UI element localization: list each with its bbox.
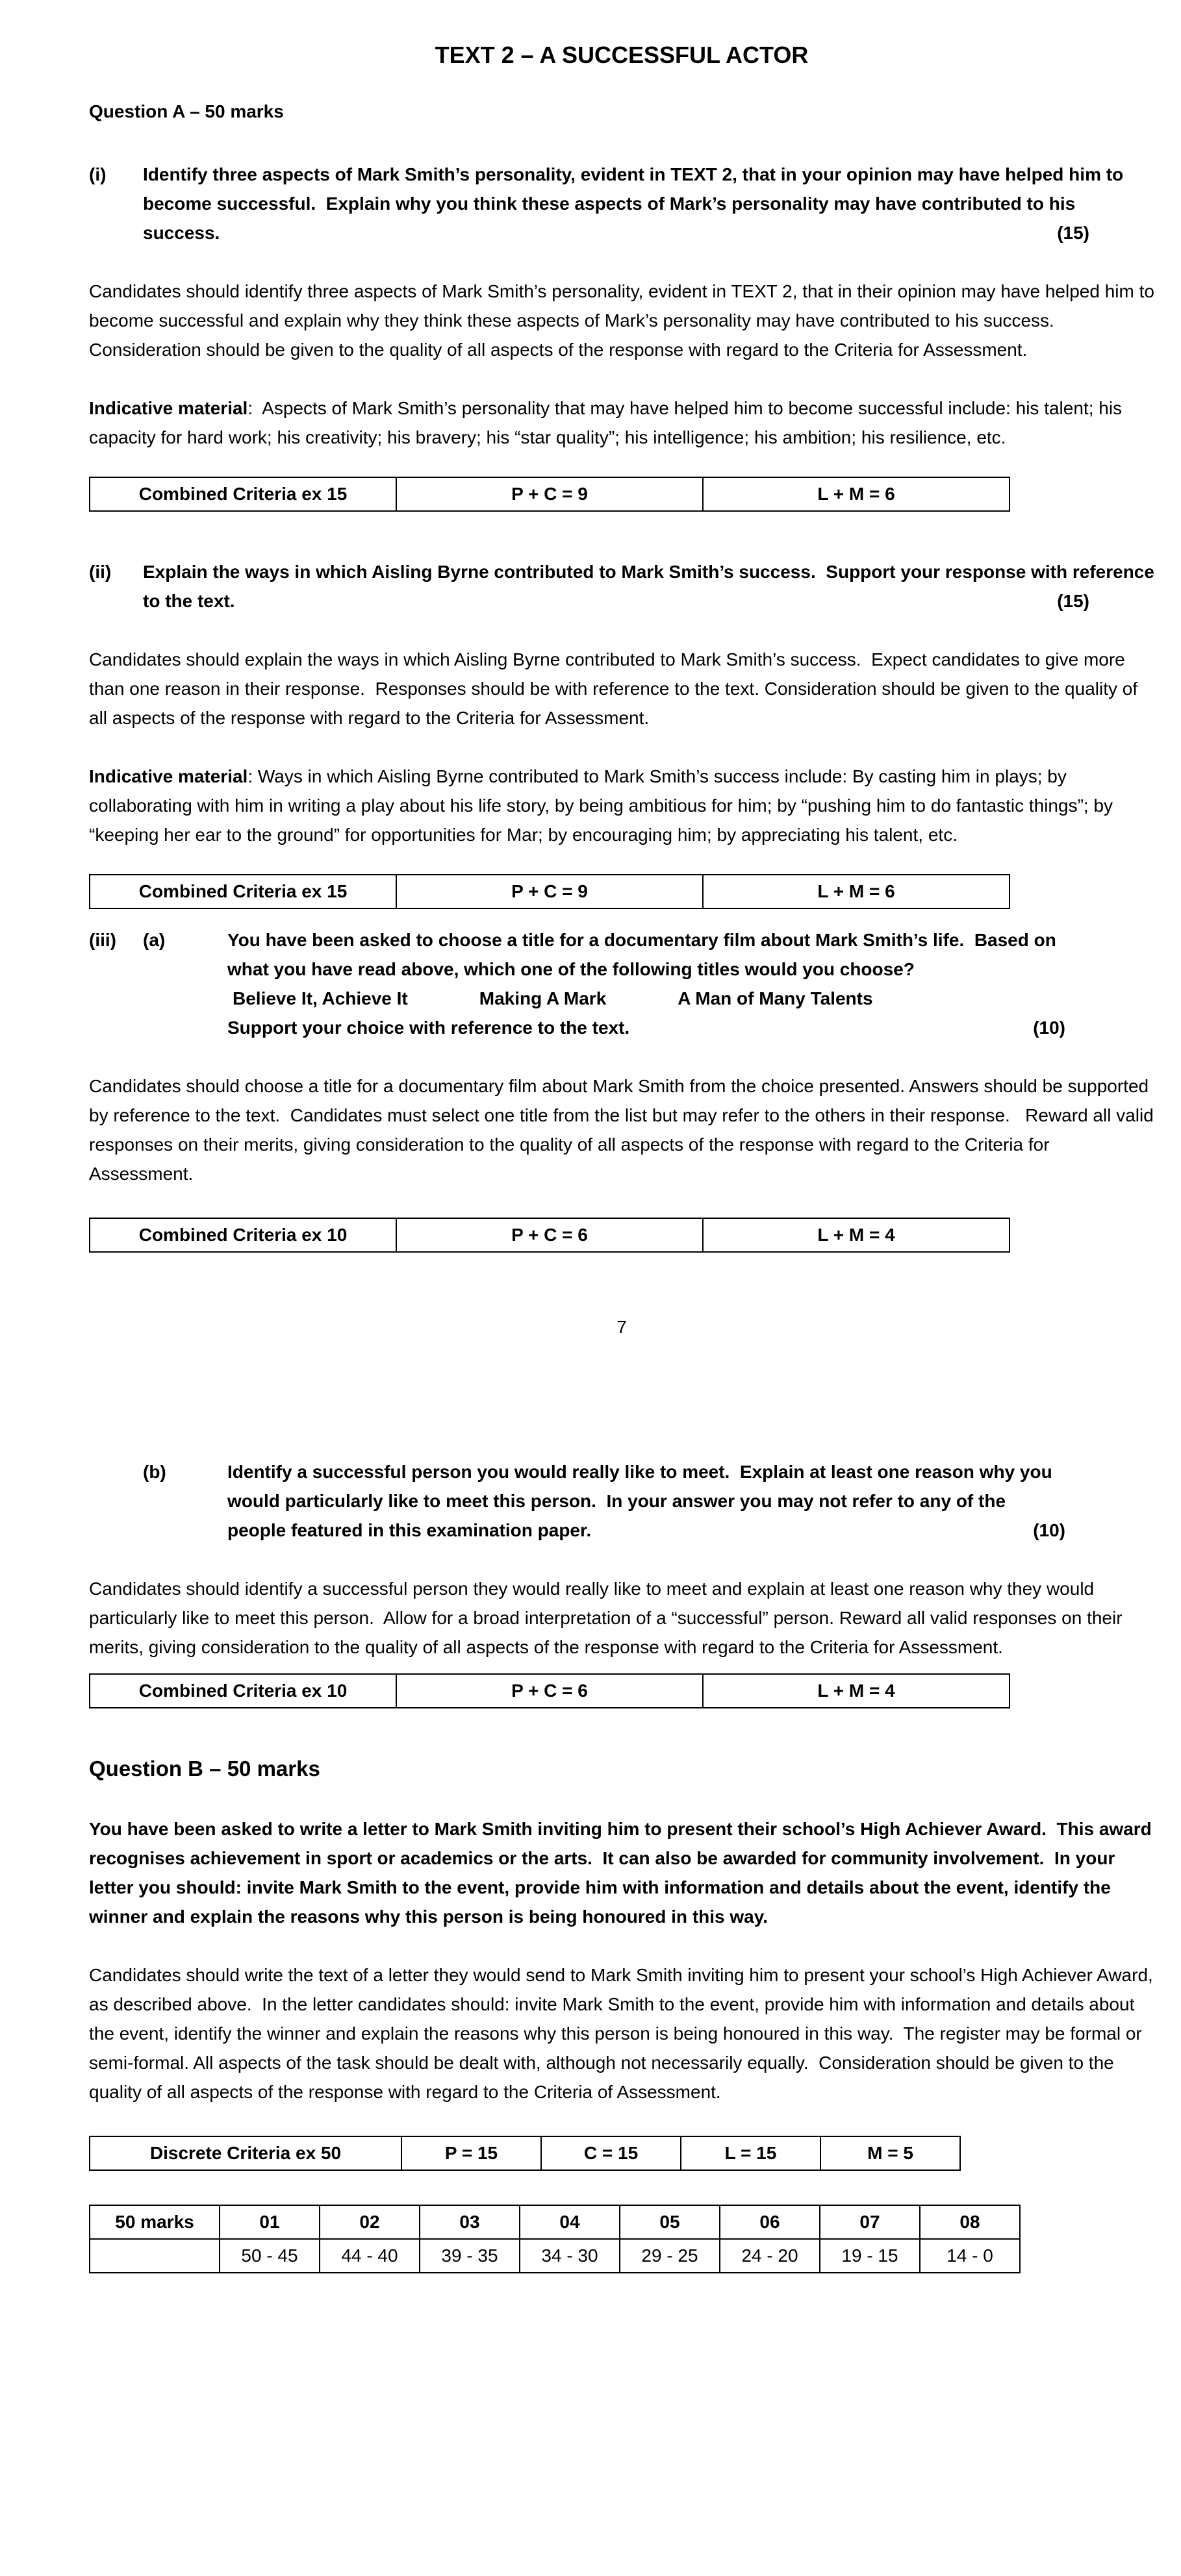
question-b-heading: Question B – 50 marks [89,1757,320,1781]
question-ii-prompt-row [89,557,1160,616]
marks-header-cell: 02 [320,2205,420,2239]
criteria-cell: Combined Criteria ex 15 [90,477,396,511]
criteria-cell: P = 15 [401,2136,541,2170]
marks-header-cell: 05 [620,2205,720,2239]
question-iii-a-row [89,925,1154,1042]
criteria-cell: L + M = 6 [703,875,1010,908]
question-a-heading: Question A – 50 marks [89,101,284,121]
support-text: Support your choice with reference to the text. [227,1018,630,1038]
question-i-prompt [143,160,1154,247]
marks-range-cell: 19 - 15 [820,2239,920,2273]
criteria-cell: Combined Criteria ex 15 [90,875,396,908]
question-i-prompt-row [89,160,1154,247]
marks-distribution-table [89,2205,1021,2273]
question-iii-a-block [227,925,1065,1042]
criteria-cell: L + M = 4 [703,1674,1010,1708]
question-b-sub-prompt-text: Identify a successful person you would really like to meet. Explain at least one reason why you would particularly like to meet this person. In your answer you may not refer to any of the people featured in this examination paper. [227,1462,1058,1540]
marks-header-cell: 06 [720,2205,820,2239]
criteria-table-i [89,477,1010,512]
criteria-cell: Combined Criteria ex 10 [90,1674,396,1708]
title-option-2: Making A Mark [479,988,607,1008]
question-b-task: You have been asked to write a letter to Mark Smith inviting him to present their school’s High Achiever Award. This award recognises achievement in sport or academics or the arts. It can also be awarded for community involvement. In your letter you should: invite Mark Smith to the event, provide him with information and details about the event, identify the winner and explain the reasons why this person is being honoured in this way. [89,1819,1157,1927]
question-i-label: (i) [89,164,107,184]
document-title: TEXT 2 – A SUCCESSFUL ACTOR [435,42,809,68]
question-b-sub-marks: (10) [1033,1520,1065,1540]
criteria-cell: P + C = 9 [396,875,703,908]
spacer [89,512,1154,557]
question-iii-a-label: (a) [143,930,166,950]
criteria-cell: L + M = 6 [703,477,1010,511]
criteria-cell: P + C = 6 [396,1218,703,1252]
question-ii-prompt-text: Explain the ways in which Aisling Byrne contributed to Mark Smith’s success. Support your response with reference to the text. [143,562,1160,611]
question-ii-prompt [143,557,1160,616]
marks-range-cell: 29 - 25 [620,2239,720,2273]
spacer [89,909,1154,925]
marks-range-cell [90,2239,220,2273]
question-ii-guidance: Candidates should explain the ways in which Aisling Byrne contributed to Mark Smith’s success. Expect candidates to give more than one reason in their response. Responses should be with reference to the text. Consideration should be given to the quality of all aspects of the response with regard to the Criteria for Assessment. [89,649,1143,728]
title-option-3: A Man of Many Talents [678,988,873,1008]
marks-header-cell: 08 [920,2205,1020,2239]
page-number: 7 [616,1317,627,1337]
marks-range-cell: 50 - 45 [220,2239,320,2273]
question-b-sub-guidance: Candidates should identify a successful person they would really like to meet and explain at least one reason why they would particularly like to meet this person. Allow for a broad interpretation of a “successful” person. Reward all valid responses on their merits, giving consideration to the quality of all aspects of the response with regard to the Criteria for Assessment. [89,1579,1128,1657]
criteria-cell: C = 15 [541,2136,681,2170]
question-i-prompt-text: Identify three aspects of Mark Smith’s personality, evident in TEXT 2, that in your opinion may have helped him to become successful. Explain why you think these aspects of Mark’s personality may have contributed to his success. [143,164,1128,243]
title-option-1: Believe It, Achieve It [233,988,408,1008]
title-options [227,984,1065,1013]
criteria-cell: L + M = 4 [703,1218,1010,1252]
criteria-cell: M = 5 [820,2136,960,2170]
question-i-guidance: Candidates should identify three aspects of Mark Smith’s personality, evident in TEXT 2, that in their opinion may have helped him to become successful and explain why they think these aspects of Mark’s personality may have contributed to his success. Consideration should be given to the quality of all aspects of the response with regard to the Criteria for Assessment. [89,281,1160,360]
marks-header-cell: 04 [520,2205,620,2239]
marks-range-cell: 34 - 30 [520,2239,620,2273]
question-b-sub-label: (b) [143,1462,166,1482]
indicative-material-text: : Ways in which Aisling Byrne contributed to Mark Smith’s success include: By casting him in plays; by collaborating with him in writing a play about his life story, by being ambitious for him; by “pushing him to do fantastic things”; by “keeping her ear to the ground” for opportunities for Mar; by encouraging him; by appreciating his talent, etc. [89,766,1118,845]
question-ii-indicative [89,762,1154,849]
marks-range-cell: 39 - 35 [420,2239,520,2273]
question-iii-a-guidance: Candidates should choose a title for a documentary film about Mark Smith from the choice presented. Answers should be supported by reference to the text. Candidates must select one title from the list but may refer to the others in their response. Reward all valid responses on their merits, giving consideration to the quality of all aspects of the response with regard to the Criteria for Assessment. [89,1076,1159,1184]
indicative-material-label: Indicative material [89,398,248,418]
criteria-table-ii [89,874,1010,909]
question-b-guidance: Candidates should write the text of a letter they would send to Mark Smith inviting him to present your school’s High Achiever Award, as described above. In the letter candidates should: invite Mark Smith to the event, provide him with information and details about the event, identify the winner and explain the reasons why this person is being honoured in this way. The register may be formal or semi-formal. All aspects of the task should be dealt with, although not necessarily equally. Consideration should be given to the quality of all aspects of the response with regard to the Criteria of Assessment. [89,1965,1158,2102]
question-i-indicative [89,394,1154,452]
question-ii-label: (ii) [89,562,112,582]
discrete-criteria-table [89,2136,961,2171]
question-iii-a-marks: (10) [1033,1018,1065,1038]
question-ii-marks: (15) [1057,591,1089,611]
question-i-marks: (15) [1057,223,1089,243]
support-line [227,1013,1065,1042]
marks-header-cell: 50 marks [90,2205,220,2239]
question-b-sub-prompt [227,1457,1065,1545]
criteria-cell: P + C = 9 [396,477,703,511]
marks-header-cell: 01 [220,2205,320,2239]
criteria-cell: L = 15 [681,2136,820,2170]
criteria-cell: Discrete Criteria ex 50 [90,2136,401,2170]
criteria-cell: Combined Criteria ex 10 [90,1218,396,1252]
marks-header-cell: 03 [420,2205,520,2239]
marks-range-cell: 14 - 0 [920,2239,1020,2273]
marks-range-cell: 44 - 40 [320,2239,420,2273]
criteria-cell: P + C = 6 [396,1674,703,1708]
marks-header-cell: 07 [820,2205,920,2239]
question-b-sub-row [89,1457,1154,1545]
question-iii-a-prompt: You have been asked to choose a title for a documentary film about Mark Smith’s life. Based on what you have read above, which one of the following titles would you choose? [227,930,1061,979]
indicative-material-label: Indicative material [89,766,248,786]
marks-range-cell: 24 - 20 [720,2239,820,2273]
question-iii-label: (iii) [89,930,116,950]
indicative-material-text: : Aspects of Mark Smith’s personality that may have helped him to become successful include: his talent; his capacity for hard work; his creativity; his bravery; his “star quality”; his intelligence; his ambition; his resilience, etc. [89,398,1127,447]
criteria-table-iii [89,1218,1010,1253]
criteria-table-b [89,1673,1010,1708]
